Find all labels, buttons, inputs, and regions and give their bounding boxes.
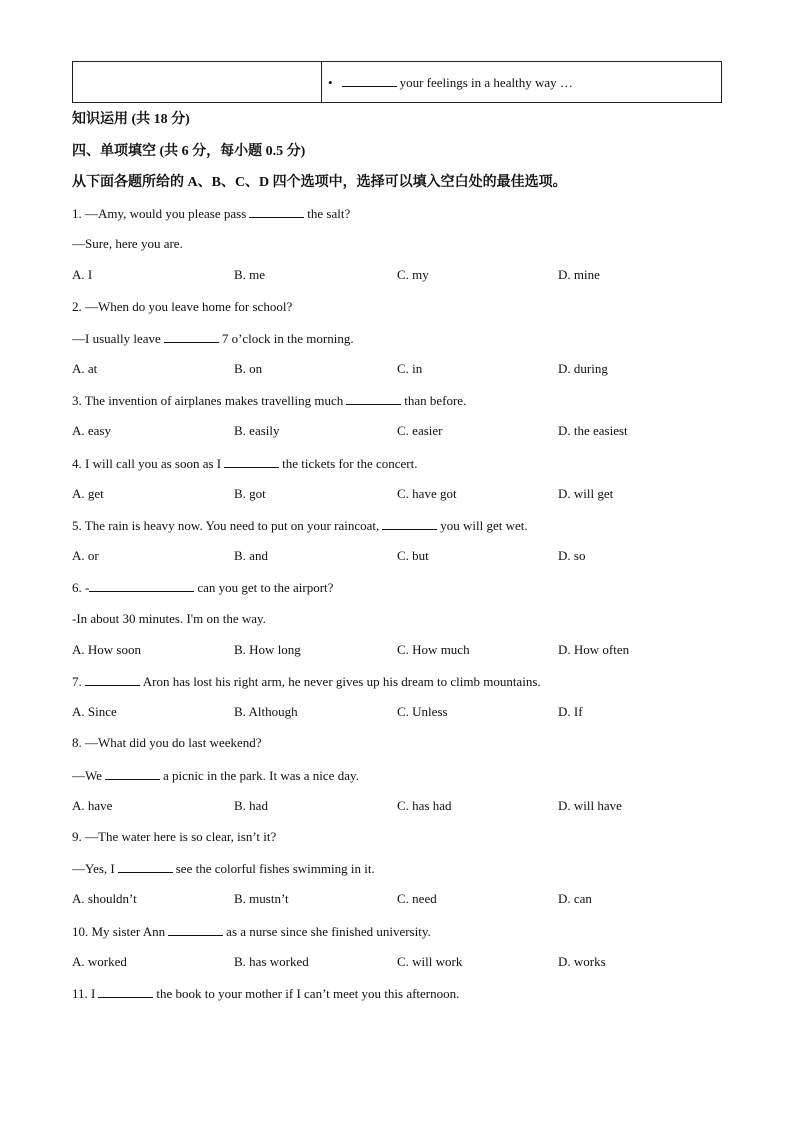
question-10-options <box>72 954 722 970</box>
option-c[interactable]: C. has had <box>397 798 452 813</box>
option-a[interactable]: A. or <box>72 548 99 563</box>
option-c[interactable]: C. but <box>397 548 429 563</box>
answer-blank[interactable] <box>346 392 401 405</box>
question-4-options <box>72 486 722 502</box>
part-title: 四、单项填空 (共 6 分，每小题 0.5 分) <box>72 144 306 159</box>
answer-blank[interactable] <box>382 517 437 530</box>
option-b[interactable]: B. got <box>234 486 266 501</box>
option-a[interactable]: A. at <box>72 361 98 376</box>
option-a[interactable]: A. get <box>72 486 104 501</box>
answer-blank[interactable] <box>342 74 397 87</box>
table-text: your feelings in a healthy way … <box>399 74 573 90</box>
option-c[interactable]: C. have got <box>397 486 457 501</box>
option-d[interactable]: D. will get <box>558 486 614 501</box>
answer-blank[interactable] <box>118 860 173 873</box>
bullet-icon: • <box>328 74 333 90</box>
option-c[interactable]: C. in <box>397 361 423 376</box>
option-b[interactable]: B. Although <box>234 704 298 719</box>
option-b[interactable]: B. on <box>234 361 263 376</box>
option-d[interactable]: D. mine <box>558 267 600 282</box>
answer-blank[interactable] <box>105 767 160 780</box>
question-8: 8. —What did you do last weekend? <box>72 735 262 750</box>
question-6-options <box>72 642 722 658</box>
question-1-options <box>72 267 722 283</box>
question-2-options <box>72 361 722 377</box>
question-2: 2. —When do you leave home for school? <box>72 299 293 314</box>
question-5-options <box>72 548 722 564</box>
option-b[interactable]: B. has worked <box>234 954 309 969</box>
option-b[interactable]: B. How long <box>234 642 301 657</box>
option-c[interactable]: C. How much <box>397 642 470 657</box>
option-b[interactable]: B. mustn’t <box>234 891 289 906</box>
option-d[interactable]: D. can <box>558 891 592 906</box>
question-10: 10. My sister Ann as a nurse since she finished university. <box>72 924 431 939</box>
option-a[interactable]: A. shouldn’t <box>72 891 137 906</box>
option-b[interactable]: B. easily <box>234 423 280 438</box>
option-c[interactable]: C. need <box>397 891 437 906</box>
option-a[interactable]: A. How soon <box>72 642 141 657</box>
answer-blank[interactable] <box>164 330 219 343</box>
option-a[interactable]: A. I <box>72 267 93 282</box>
answer-blank[interactable] <box>224 455 279 468</box>
section-title: 知识运用 (共 18 分) <box>72 112 190 127</box>
option-a[interactable]: A. worked <box>72 954 127 969</box>
question-5: 5. The rain is heavy now. You need to put on your raincoat, you will get wet. <box>72 518 528 533</box>
option-d[interactable]: D. If <box>558 704 583 719</box>
question-2-reply: —I usually leave 7 o’clock in the morning. <box>72 331 354 346</box>
question-7: 7. Aron has lost his right arm, he never gives up his dream to climb mountains. <box>72 674 541 689</box>
option-d[interactable]: D. so <box>558 548 586 563</box>
table-row <box>73 62 722 103</box>
option-a[interactable]: A. easy <box>72 423 111 438</box>
option-d[interactable]: D. How often <box>558 642 630 657</box>
instruction: 从下面各题所给的 A、B、C、D 四个选项中，选择可以填入空白处的最佳选项。 <box>72 175 567 190</box>
question-3: 3. The invention of airplanes makes travelling much than before. <box>72 393 467 408</box>
question-8-reply: —We a picnic in the park. It was a nice day. <box>72 768 359 783</box>
answer-blank[interactable] <box>249 205 304 218</box>
question-9: 9. —The water here is so clear, isn’t it? <box>72 829 277 844</box>
option-c[interactable]: C. Unless <box>397 704 448 719</box>
answer-blank[interactable] <box>89 579 194 592</box>
option-d[interactable]: D. will have <box>558 798 622 813</box>
table-cell-right <box>322 62 722 103</box>
answer-blank[interactable] <box>85 673 140 686</box>
option-a[interactable]: A. have <box>72 798 113 813</box>
option-b[interactable]: B. me <box>234 267 266 282</box>
option-d[interactable]: D. during <box>558 361 608 376</box>
option-c[interactable]: C. my <box>397 267 429 282</box>
question-7-options <box>72 704 722 720</box>
option-d[interactable]: D. the easiest <box>558 423 628 438</box>
question-1-reply: —Sure, here you are. <box>72 236 183 251</box>
question-6: 6. - can you get to the airport? <box>72 580 334 595</box>
option-c[interactable]: C. easier <box>397 423 443 438</box>
question-11: 11. I the book to your mother if I can’t meet you this afternoon. <box>72 986 460 1001</box>
answer-table <box>72 61 722 103</box>
question-9-reply: —Yes, I see the colorful fishes swimming in it. <box>72 861 375 876</box>
question-4: 4. I will call you as soon as I the tickets for the concert. <box>72 456 418 471</box>
question-8-options <box>72 798 722 814</box>
option-a[interactable]: A. Since <box>72 704 117 719</box>
question-9-options <box>72 891 722 907</box>
question-1: 1. —Amy, would you please pass the salt? <box>72 206 351 221</box>
answer-blank[interactable] <box>98 985 153 998</box>
question-6-reply: -In about 30 minutes. I'm on the way. <box>72 611 266 626</box>
option-b[interactable]: B. and <box>234 548 268 563</box>
table-cell-left <box>73 62 322 103</box>
option-b[interactable]: B. had <box>234 798 268 813</box>
option-c[interactable]: C. will work <box>397 954 463 969</box>
option-d[interactable]: D. works <box>558 954 606 969</box>
question-3-options <box>72 423 722 439</box>
answer-blank[interactable] <box>168 923 223 936</box>
